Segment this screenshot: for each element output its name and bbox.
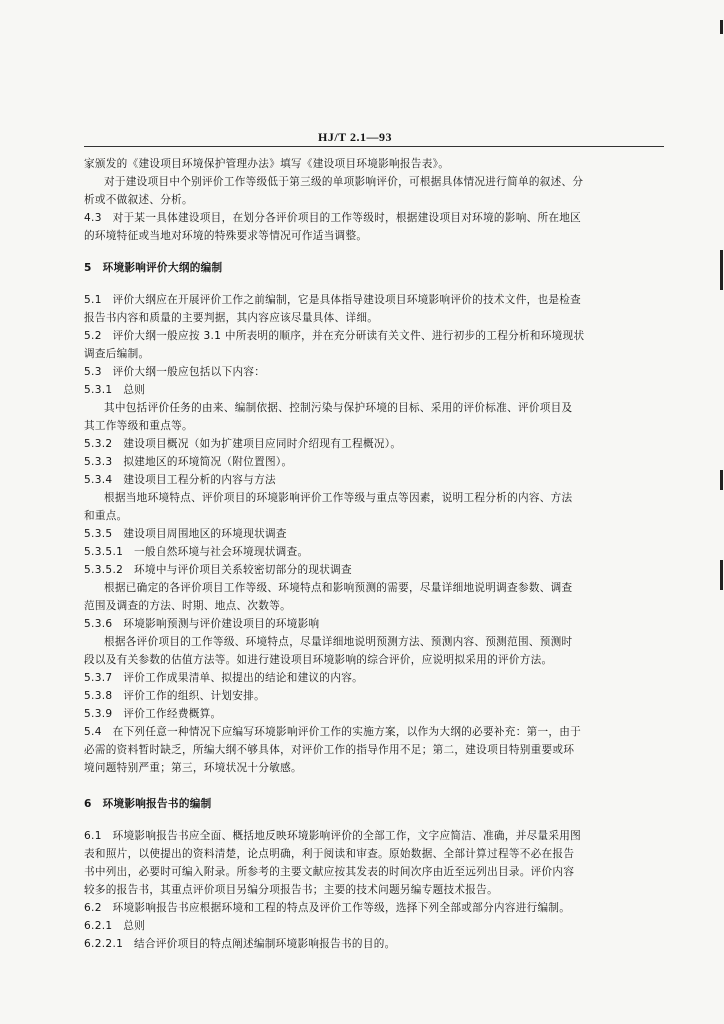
section-heading: 6 环境影响报告书的编制 [84, 798, 212, 810]
text-line: 其工作等级和重点等。 [84, 420, 193, 432]
text-line: 其中包括评价任务的由来、编制依据、控制污染与保护环境的目标、采用的评价标准、评价项目及 [104, 402, 573, 414]
text-line: 5.3 评价大纲一般应包括以下内容： [84, 366, 266, 378]
text-line: 较多的报告书，其重点评价项目另编分项报告书；主要的技术问题另编专题技术报告。 [84, 884, 498, 896]
text-line: 范围及调查的方法、时期、地点、次数等。 [84, 600, 291, 612]
header-rule [84, 146, 664, 147]
text-line: 表和照片，以使提出的资料清楚，论点明确，利于阅读和审查。原始数据、全部计算过程等不必在报告 [84, 848, 575, 860]
text-line: 析或不做叙述、分析。 [84, 194, 193, 206]
text-line: 对于建设项目中个别评价工作等级低于第三级的单项影响评价，可根据具体情况进行简单的叙述、分 [104, 176, 584, 188]
section-heading: 5 环境影响评价大纲的编制 [84, 262, 223, 274]
text-line: 6.1 环境影响报告书应全面、概括地反映环境影响评价的全部工作，文字应简洁、准确，并尽量采用图 [84, 830, 582, 842]
text-line: 书中列出，必要时可编入附录。所参考的主要文献应按其发表的时间次序由近至远列出目录。评价内容 [84, 866, 575, 878]
text-line: 5.4 在下列任意一种情况下应编写环境影响评价工作的实施方案，以作为大纲的必要补充：第一，由于 [84, 726, 582, 738]
text-line: 根据当地环境特点、评价项目的环境影响评价工作等级与重点等因素，说明工程分析的内容、方法 [104, 492, 573, 504]
text-line: 5.3.8 评价工作的组织、计划安排。 [84, 690, 265, 702]
text-line: 5.3.1 总则 [84, 384, 146, 396]
text-line: 5.3.2 建设项目概况（如为扩建项目应同时介绍现有工程概况）。 [84, 438, 402, 450]
text-line: 5.3.6 环境影响预测与评价建设项目的环境影响 [84, 618, 320, 630]
text-line: 报告书内容和质量的主要判据，其内容应该尽量具体、详细。 [84, 312, 379, 324]
text-line: 5.3.9 评价工作经费概算。 [84, 708, 222, 720]
text-line: 5.3.5.1 一般自然环境与社会环境现状调查。 [84, 546, 309, 558]
text-line: 和重点。 [84, 510, 128, 522]
text-line: 境问题特别严重；第三，环境状况十分敏感。 [84, 762, 302, 774]
scan-edge-marks [718, 0, 724, 1024]
text-line: 5.2 评价大纲一般应按 3.1 中所表明的顺序，并在充分研读有关文件、进行初步的工程分析和环境现状 [84, 330, 585, 342]
text-line: 6.2 环境影响报告书应根据环境和工程的特点及评价工作等级，选择下列全部或部分内容进行编制。 [84, 902, 571, 914]
text-line: 调查后编制。 [84, 348, 150, 360]
text-line: 4.3 对于某一具体建设项目，在划分各评价项目的工作等级时，根据建设项目对环境的影响、所在地区 [84, 212, 582, 224]
text-line: 5.1 评价大纲应在开展评价工作之前编制，它是具体指导建设项目环境影响评价的技术文件，也是检查 [84, 294, 582, 306]
text-line: 必需的资料暂时缺乏，所编大纲不够具体，对评价工作的指导作用不足；第二，建设项目特别重要或环 [84, 744, 575, 756]
standard-header: HJ/T 2.1—93 [318, 130, 392, 144]
text-line: 6.2.1 总则 [84, 920, 146, 932]
text-line: 根据已确定的各评价项目工作等级、环境特点和影响预测的需要，尽量详细地说明调查参数、调查 [104, 582, 573, 594]
text-line: 段以及有关参数的估值方法等。如进行建设项目环境影响的综合评价，应说明拟采用的评价方法。 [84, 654, 553, 666]
text-line: 5.3.5.2 环境中与评价项目关系较密切部分的现状调查 [84, 564, 352, 576]
text-line: 5.3.3 拟建地区的环境简况（附位置图）。 [84, 456, 293, 468]
text-line: 5.3.4 建设项目工程分析的内容与方法 [84, 474, 276, 486]
text-line: 根据各评价项目的工作等级、环境特点，尽量详细地说明预测方法、预测内容、预测范围、预测时 [104, 636, 573, 648]
text-line: 5.3.7 评价工作成果清单、拟提出的结论和建议的内容。 [84, 672, 364, 684]
text-line: 的环境特征或当地对环境的特殊要求等情况可作适当调整。 [84, 230, 368, 242]
text-line: 5.3.5 建设项目周围地区的环境现状调查 [84, 528, 287, 540]
text-line: 家颁发的《建设项目环境保护管理办法》填写《建设项目环境影响报告表》。 [84, 158, 450, 170]
text-line: 6.2.2.1 结合评价项目的特点阐述编制环境影响报告书的目的。 [84, 938, 396, 950]
